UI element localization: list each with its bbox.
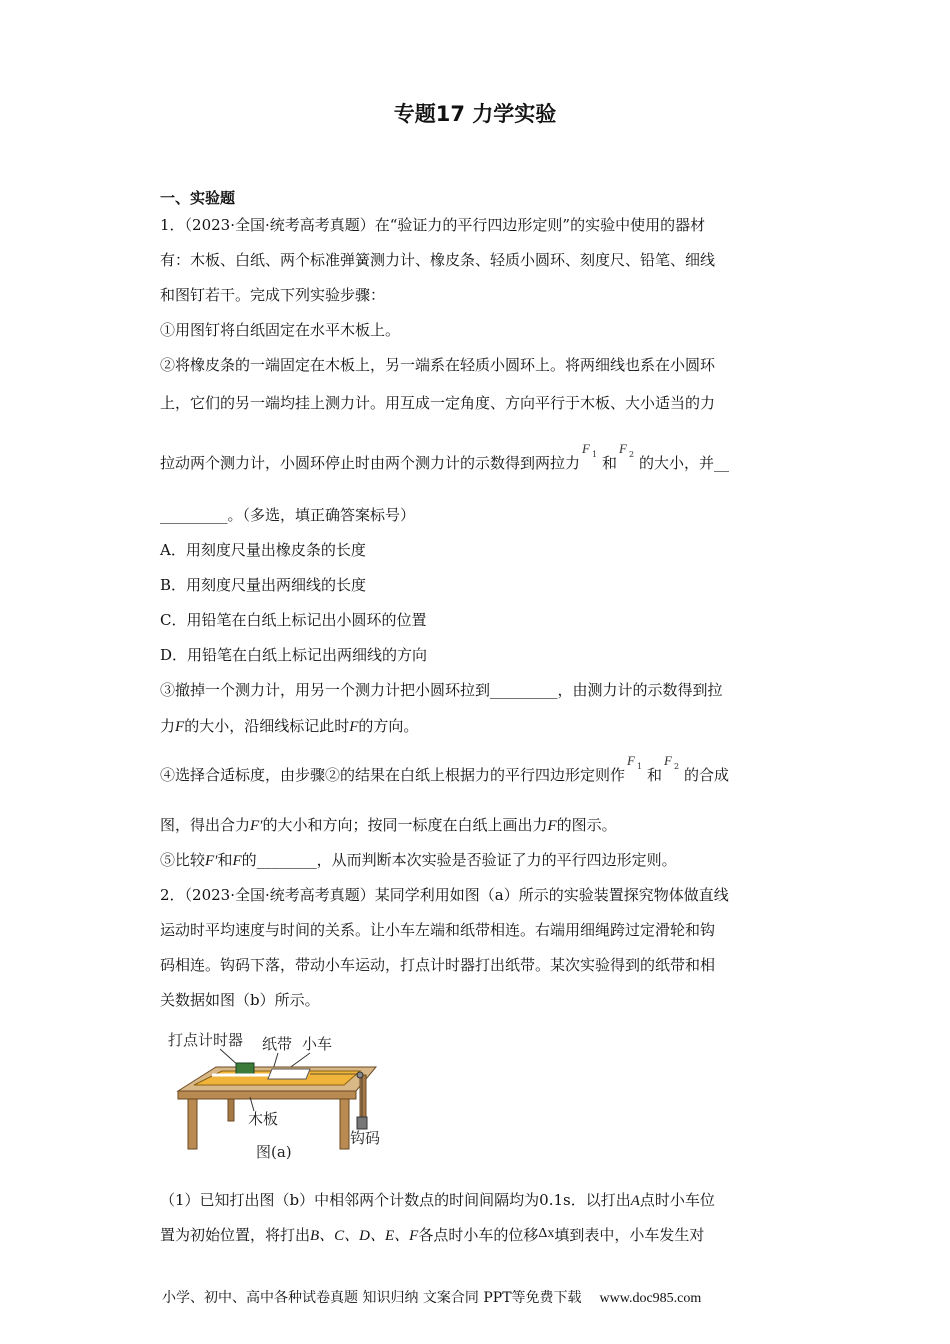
figure-label-weight: 钩码 (350, 1129, 381, 1147)
q1-option-a: A．用刻度尺量出橡皮条的长度 (160, 541, 366, 559)
var-f-prime: F′ (205, 853, 218, 869)
q1-line-3: 和图钉若干。完成下列实验步骤： (160, 286, 386, 304)
q2-line-2: 运动时平均速度与时间的关系。让小车左端和纸带相连。右端用细绳跨过定滑轮和钩 (160, 921, 716, 939)
q1-step-4-line-2: 图，得出合力F′的大小和方向；按同一标度在白纸上画出力F的图示。 (160, 816, 617, 834)
experiment-figure (160, 1025, 400, 1165)
q1-step-1: ①用图钉将白纸固定在水平木板上。 (160, 321, 401, 339)
var-f2: F 2 (619, 441, 635, 459)
q2-line-1: 2．（2023·全国·统考高考真题）某同学利用如图（a）所示的实验装置探究物体做直线 (160, 886, 729, 904)
q1-line-1: 1．（2023·全国·统考高考真题）在“验证力的平行四边形定则”的实验中使用的器材 (160, 216, 706, 234)
var-f: F (232, 853, 242, 869)
point-labels: B、C、D、E、F (310, 1228, 419, 1244)
q1-step-2-line-4: _________。（多选，填正确答案标号） (160, 506, 416, 524)
var-f-prime: F′ (250, 818, 263, 834)
q1-option-b: B．用刻度尺量出两细线的长度 (160, 576, 367, 594)
q2-sub1-line-2: 置为初始位置，将打出B、C、D、E、F各点时小车的位移Δx填到表中，小车发生对 (160, 1226, 705, 1244)
var-f2: F 2 (664, 753, 680, 771)
var-a: A (630, 1193, 640, 1209)
figure-label-timer: 打点计时器 (168, 1031, 244, 1049)
page-title: 专题17 力学实验 (393, 102, 557, 126)
var-f1: F 1 (627, 753, 643, 771)
q1-step-2-and: 和 (602, 454, 618, 472)
q2-line-4: 关数据如图（b）所示。 (160, 991, 320, 1009)
q1-step-2-line-2: 上，它们的另一端均挂上测力计。用互成一定角度、方向平行于木板、大小适当的力 (160, 394, 716, 412)
figure-label-board: 木板 (248, 1110, 279, 1128)
figure-label-tape: 纸带 (262, 1035, 293, 1053)
q1-step-2-line-3 (160, 441, 730, 473)
q2-line-3: 码相连。钩码下落，带动小车运动，打点计时器打出纸带。某次实验得到的纸带和相 (160, 956, 716, 974)
var-f1: F 1 (582, 441, 598, 459)
q2-sub1-line-1: （1）已知打出图（b）中相邻两个计数点的时间间隔均为0.1s．以打出A点时小车位 (160, 1191, 715, 1209)
q1-step-2-line-1: ②将橡皮条的一端固定在木板上，另一端系在轻质小圆环上。将两细线也系在小圆环 (160, 356, 716, 374)
var-f: F (349, 719, 359, 735)
var-f: F (547, 818, 557, 834)
var-delta-x: Δx (538, 1226, 555, 1241)
q1-option-c: C．用铅笔在白纸上标记出小圆环的位置 (160, 611, 427, 629)
q1-line-2: 有：木板、白纸、两个标准弹簧测力计、橡皮条、轻质小圆环、刻度尺、铅笔、细线 (160, 251, 716, 269)
figure-label-cart: 小车 (302, 1035, 333, 1053)
q1-step-4-line-1: ④选择合适标度，由步骤②的结果在白纸上根据力的平行四边形定则作 F 1 和 F 2 的合成 (160, 753, 730, 784)
footer-link[interactable]: www.doc985.com (599, 1291, 702, 1306)
q1-step-3-line-2: 力F的大小，沿细线标记此时F的方向。 (160, 717, 419, 735)
figure-caption: 图(a) (256, 1143, 292, 1161)
q1-step-3-line-1: ③撤掉一个测力计，用另一个测力计把小圆环拉到_________，由测力计的示数得到拉 (160, 681, 723, 699)
footer-text: 小学、初中、高中各种试卷真题 知识归纳 文案合同 PPT等免费下载 (162, 1290, 582, 1306)
q1-step-2-text-b: 的大小，并__ (639, 454, 730, 472)
q1-step-5: ⑤比较F′和F的________，从而判断本次实验是否验证了力的平行四边形定则。 (160, 851, 677, 869)
q1-step-2-text-a: 拉动两个测力计，小圆环停止时由两个测力计的示数得到两拉力 (160, 454, 581, 472)
var-f: F (175, 719, 185, 735)
footer (162, 1287, 701, 1307)
q1-option-d: D．用铅笔在白纸上标记出两细线的方向 (160, 646, 428, 664)
section-heading: 一、实验题 (160, 189, 236, 207)
